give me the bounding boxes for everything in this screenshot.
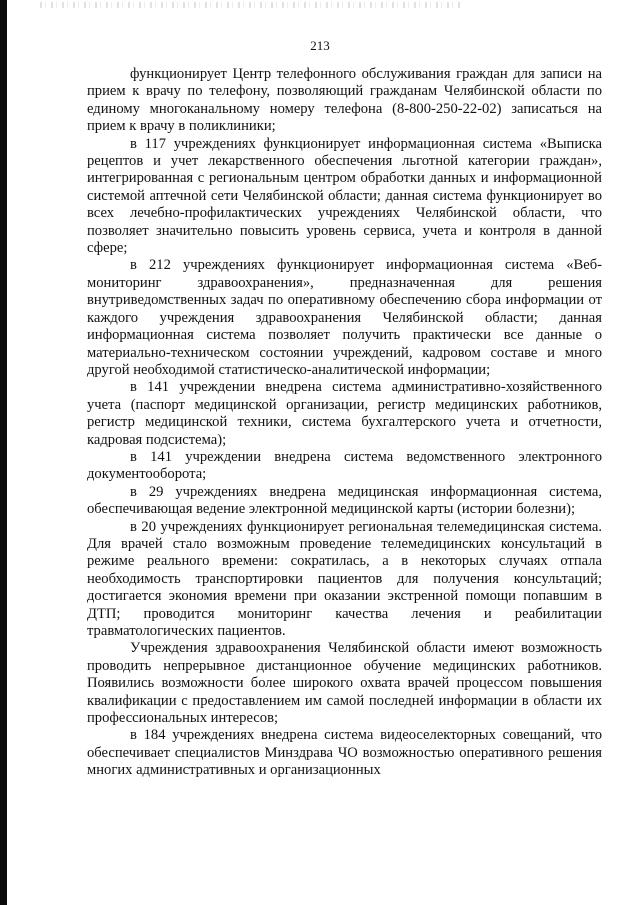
paragraph-administrative-accounting: в 141 учреждении внедрена система административно-хозяйственного учета (паспорт медицинской организации, регистр медицинских работников, регистр медицинской техники, система бухгалтерского учета и отчетности, кадровая подсистема); [87,379,602,448]
page-number: 213 [310,38,330,53]
scan-header-noise [40,2,460,8]
paragraph-prescriptions-system: в 117 учреждениях функционирует информационная система «Выписка рецептов и учет лекарственного обеспечения льготной категории граждан», интегрированная с региональным центром обработки данных и информационной системой аптечной сети Челябинской области; данная система функционирует во всех лечебно-профилактических учреждениях Челябинской области, что позволяет значительно повысить уровень сервиса, учета и контроля в данной сфере; [87,135,602,257]
paragraph-document-workflow: в 141 учреждении внедрена система ведомственного электронного документооборота; [87,448,602,483]
document-body [87,66,602,780]
scan-edge-bar [0,0,7,905]
paragraph-call-center: функционирует Центр телефонного обслуживания граждан для записи на прием к врачу по телефону, позволяющий гражданам Челябинской области по единому многоканальному номеру телефона (8-800-250-22-02) записаться на прием к врачу в поликлиники; [87,66,602,135]
paragraph-web-monitoring: в 212 учреждениях функционирует информационная система «Веб-мониторинг здравоохранения», предназначенная для решения внутриведомственных задач по оперативному обеспечению сбора информации от каждого учреждения здравоохранения Челябинской области; данная информационная система позволяет получить практически все данные о материально-техническом состоянии учреждений, кадровом составе и много другой необходимой статистическо-аналитической информации; [87,257,602,378]
paragraph-video-conferencing: в 184 учреждениях внедрена система видеоселекторных совещаний, что обеспечивает специалистов Минздрава ЧО возможностью оперативного решения многих административных и организационных [87,727,602,779]
paragraph-distance-learning: Учреждения здравоохранения Челябинской области имеют возможность проводить непрерывное дистанционное обучение медицинских работников. Появились возможности более широкого охвата врачей процессом повышения квалификации с предоставлением им самой последней информации в области их профессиональных интересов; [87,640,602,727]
paragraph-telemedicine: в 20 учреждениях функционирует региональная телемедицинская система. Для врачей стало возможным проведение телемедицинских консультаций в режиме реального времени: сократилась, а в некоторых случаях отпала необходимость транспортировки пациентов для получения консультаций; достигается экономия времени при оказании экстренной помощи попавшим в ДТП; проводится мониторинг качества лечения и реабилитации травматологических пациентов. [87,518,602,639]
paragraph-medical-information-system: в 29 учреждениях внедрена медицинская информационная система, обеспечивающая ведение электронной медицинской карты (истории болезни); [87,483,602,518]
